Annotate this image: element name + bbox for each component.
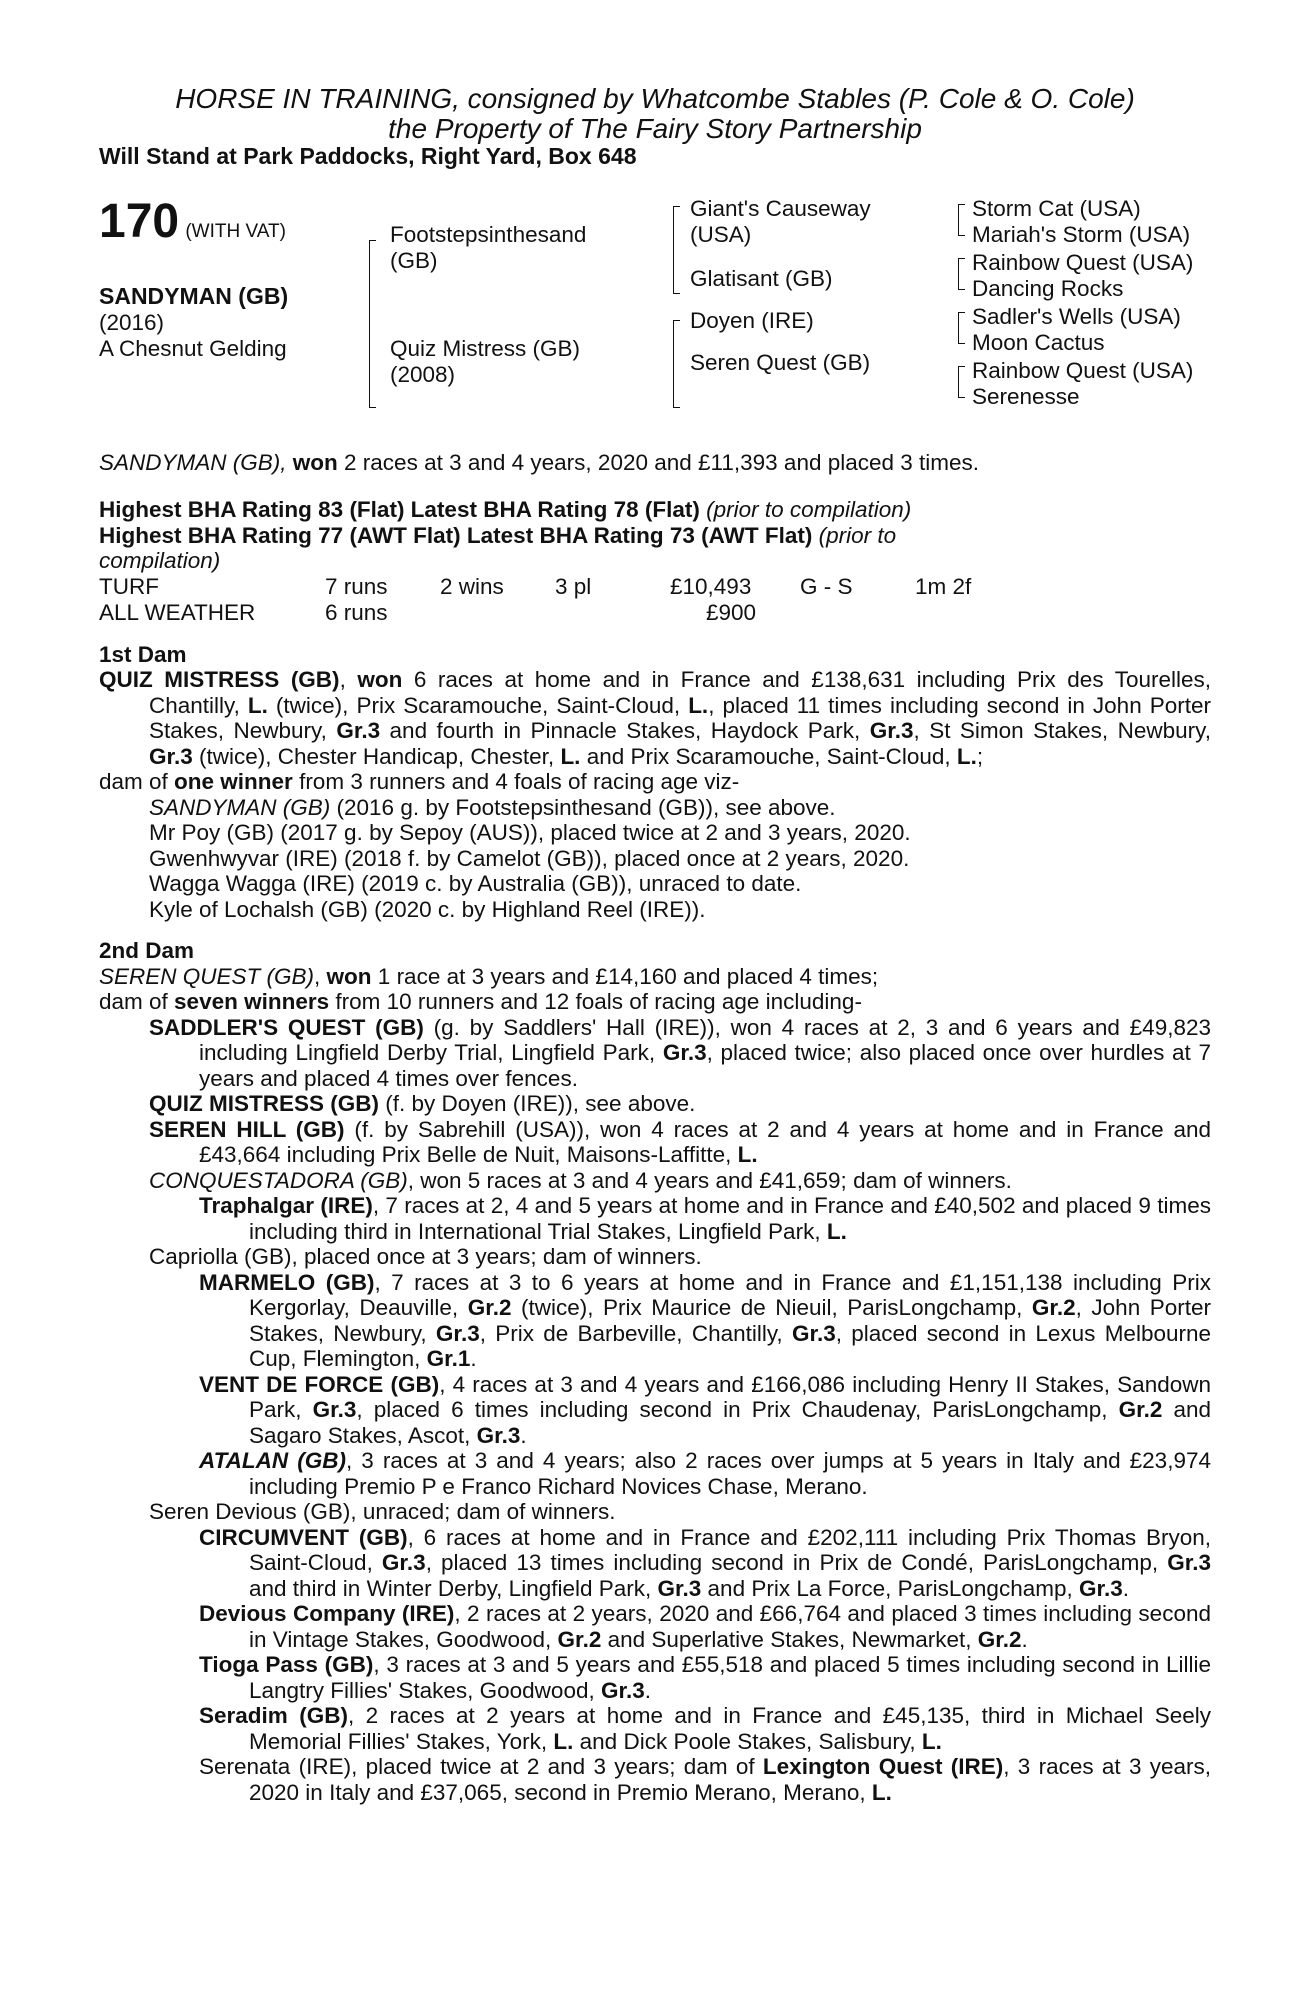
family-entry (99, 1168, 1211, 1194)
progeny-item (99, 897, 1211, 923)
text-run: , 2 races at 2 years, 2020 and £66,764 and placed 3 times including second in Vintage Stakes, Goodwood, (249, 1601, 1211, 1652)
text-run: Kyle of Lochalsh (GB) (2020 c. by Highland Reel (IRE)). (149, 896, 706, 922)
text-run: Tioga Pass (GB) (199, 1652, 374, 1677)
family-entry (99, 1703, 1211, 1754)
rating-flat (99, 497, 1211, 523)
sire-sire-name: Giant's Causeway (690, 195, 871, 221)
family-entry (99, 1193, 1211, 1244)
text-run: and Dick Poole Stakes, Salisbury, (573, 1728, 922, 1754)
progeny-item (99, 871, 1211, 897)
race-summary (99, 450, 1211, 476)
family-entry (99, 1652, 1211, 1703)
text-run: 1 race at 3 years and £14,160 and placed 4 times; (371, 963, 879, 989)
text-run: Gr.2 (1118, 1397, 1163, 1422)
text-run: dam of (99, 769, 175, 794)
text-run: L. (871, 1779, 892, 1805)
family-entry (99, 1015, 1211, 1092)
dam-sire-sire: Sadler's Wells (USA) (972, 303, 1181, 329)
text-run: ATALAN (GB) (199, 1448, 346, 1473)
text-run: Gwenhwyvar (IRE) (2018 f. by Camelot (GB)), placed once at 2 years, 2020. (149, 845, 910, 871)
first-dam-produce-intro (99, 769, 1211, 795)
dam-name: Quiz Mistress (GB) (390, 335, 581, 361)
text-run: from 10 runners and 12 foals of racing age including- (329, 989, 862, 1014)
stat-turf-wins: 2 wins (440, 573, 504, 599)
text-run: Gr.3 (381, 1550, 426, 1575)
text-run: and Prix La Force, ParisLongchamp, (701, 1575, 1079, 1601)
text-run: ; (976, 743, 984, 769)
dam-sire-name: Doyen (IRE) (690, 307, 814, 333)
text-run: (twice), Prix Scaramouche, Saint-Cloud, (267, 692, 689, 718)
race-stats (99, 574, 1211, 626)
family-entry (99, 1117, 1211, 1168)
text-run: Wagga Wagga (IRE) (2019 c. by Australia (GB)), unraced to date. (149, 871, 802, 896)
text-run: Devious Company (IRE) (199, 1601, 455, 1626)
text-run: , Prix de Barbeville, Chantilly, (479, 1320, 792, 1346)
first-dam-progeny-list (99, 795, 1211, 923)
stat-aw-runs: 6 runs (325, 599, 388, 625)
text-run: and Sagaro Stakes, Ascot, (249, 1397, 1211, 1448)
text-run: L. (247, 692, 268, 718)
text-run: (f. by Doyen (IRE)), see above. (379, 1091, 696, 1116)
text-run: and Superlative Stakes, Newmarket, (601, 1626, 978, 1652)
summary-horse-name: SANDYMAN (GB), (99, 449, 287, 475)
sire-dam-dam: Dancing Rocks (972, 275, 1124, 301)
sire-dam-name: Glatisant (GB) (690, 265, 833, 291)
rating-flat-note: (prior to compilation) (706, 497, 912, 522)
text-run: Gr.3 (1079, 1575, 1123, 1601)
owner-line: the Property of The Fairy Story Partnership (388, 113, 922, 144)
text-run: MARMELO (GB) (199, 1269, 375, 1295)
rating-awt-note-cont: compilation) (99, 548, 221, 573)
stable-box-line: Will Stand at Park Paddocks, Right Yard, Box 648 (99, 143, 637, 169)
rating-awt (99, 523, 1211, 549)
text-run: Gr.3 (869, 718, 914, 743)
text-run: Gr.3 (657, 1575, 702, 1601)
text-run: (f. by Sabrehill (USA)), won 4 races at 2 and 4 years at home and in France and £43,664 including Prix Belle de Nuit, Maisons-Laffitte, (199, 1116, 1211, 1167)
stat-turf-placed: 3 pl (555, 573, 592, 599)
progeny-item (99, 795, 1211, 821)
text-run: (g. by Saddlers' Hall (IRE)), won 4 races at 2, 3 and 6 years and £49,823 including Lingfield Derby Trial, Lingfield Park, (199, 1014, 1212, 1065)
text-run: Gr.3 (1167, 1550, 1211, 1575)
brace-g3 (958, 312, 965, 344)
text-run: Gr.2 (557, 1626, 602, 1652)
text-run: Gr.1 (426, 1346, 471, 1371)
text-run: L. (560, 743, 581, 769)
vat-note: (WITH VAT) (185, 220, 286, 242)
text-run: L. (826, 1218, 847, 1244)
text-run: . (644, 1677, 652, 1703)
stat-aw-prize: £900 (706, 599, 757, 625)
progeny-item (99, 820, 1211, 846)
text-run: one winner (174, 769, 293, 794)
text-run: Gr.3 (662, 1040, 707, 1065)
summary-text: 2 races at 3 and 4 years, 2020 and £11,393 and placed 3 times. (337, 449, 980, 475)
text-run: , 7 races at 2, 4 and 5 years at home and in France and £40,502 and placed 9 times including third in International Trial Stakes, Lingfield Park, (249, 1193, 1211, 1244)
pedigree-table (99, 192, 1211, 442)
lot-heading (99, 194, 286, 248)
text-run: , placed 13 times including second in Prix de Condé, ParisLongchamp, (425, 1550, 1168, 1575)
text-run: L. (688, 692, 709, 718)
family-entry (99, 1525, 1211, 1602)
text-run: Seren Devious (GB), unraced; dam of winners. (149, 1499, 616, 1524)
text-run: Seradim (GB) (199, 1703, 348, 1728)
text-run: from 3 runners and 4 foals of racing age viz- (292, 769, 740, 794)
text-run: dam of (99, 989, 175, 1014)
text-run: , 6 races at home and in France and £202,111 including Prix Thomas Bryon, Saint-Cloud, (249, 1524, 1211, 1575)
text-run: L. (921, 1728, 942, 1754)
progeny-item (99, 846, 1211, 872)
text-run: , 3 races at 3 and 4 years; also 2 races over jumps at 5 years in Italy and £23,974 including Premio P e Franco Richard Novices Chase, Merano. (249, 1448, 1211, 1499)
text-run: , placed 11 times including second in John Porter Stakes, Newbury, (149, 692, 1212, 743)
text-run: Gr.3 (476, 1422, 521, 1448)
text-run: L. (553, 1728, 574, 1754)
family-entry (99, 1754, 1211, 1805)
family-entry (99, 1244, 1211, 1270)
stat-turf-going: G - S (800, 573, 853, 599)
text-run: 6 races at home and in France and £138,631 including Prix des Tourelles, Chantilly, (149, 667, 1211, 718)
text-run: L. (737, 1142, 758, 1167)
family-entry (99, 1270, 1211, 1372)
text-run: seven winners (174, 989, 330, 1014)
text-run: Gr.3 (791, 1320, 836, 1346)
text-run: (twice), Chester Handicap, Chester, (192, 743, 561, 769)
text-run: Gr.3 (312, 1397, 357, 1422)
text-run: , 3 races at 3 years, 2020 in Italy and £37,065, second in Premio Merano, Merano, (249, 1754, 1212, 1805)
brace-g1 (958, 204, 965, 236)
sire-sire-country: (USA) (690, 221, 752, 247)
text-run: and third in Winter Derby, Lingfield Park, (249, 1575, 658, 1601)
brace-main (369, 240, 376, 408)
horse-name: SANDYMAN (GB) (99, 282, 289, 309)
second-dam-title: 2nd Dam (99, 938, 195, 963)
text-run: CONQUESTADORA (GB) (149, 1167, 408, 1193)
text-run: Gr.3 (336, 718, 381, 743)
family-entry (99, 1448, 1211, 1499)
text-run: QUIZ MISTRESS (GB) (149, 1091, 379, 1116)
dam-dam-dam: Serenesse (972, 383, 1080, 409)
first-dam-title: 1st Dam (99, 641, 187, 667)
second-dam-record (99, 964, 1211, 1806)
family-entry (99, 989, 1211, 1015)
text-run: , John Porter Stakes, Newbury, (249, 1295, 1211, 1346)
text-run: (twice), Prix Maurice de Nieuil, ParisLongchamp, (511, 1295, 1032, 1320)
text-run: , St Simon Stakes, Newbury, (913, 718, 1211, 743)
text-run: , won 5 races at 3 and 4 years and £41,659; dam of winners. (407, 1167, 1012, 1193)
dam-sire-dam: Moon Cactus (972, 329, 1105, 355)
consignor-line: HORSE IN TRAINING, consigned by Whatcombe Stables (P. Cole & O. Cole) (175, 83, 1135, 114)
first-dam-record (99, 667, 1211, 769)
text-run: , placed 6 times including second in Prix Chaudenay, ParisLongchamp, (356, 1397, 1119, 1422)
lot-number: 170 (99, 194, 180, 248)
rating-awt-note: (prior to (818, 522, 897, 548)
ratings-block (99, 497, 1211, 574)
text-run: Gr.3 (600, 1677, 645, 1703)
brace-g2 (958, 258, 965, 290)
family-entry (99, 1499, 1211, 1525)
rating-awt-values: Highest BHA Rating 77 (AWT Flat) Latest BHA Rating 73 (AWT Flat) (99, 522, 813, 548)
dam-year: (2008) (390, 361, 456, 387)
catalogue-page (99, 84, 1211, 1805)
text-run: SEREN QUEST (GB) (99, 963, 315, 989)
brace-dam (673, 320, 680, 408)
text-run: Gr.2 (467, 1295, 512, 1320)
text-run: SADDLER'S QUEST (GB) (149, 1014, 424, 1040)
text-run: . (520, 1422, 527, 1448)
text-run: , 7 races at 3 to 6 years at home and in France and £1,151,138 including Prix Kergorlay, Deauville, (249, 1269, 1211, 1320)
text-run: Gr.2 (977, 1626, 1022, 1652)
text-run: , 3 races at 3 and 5 years and £55,518 and placed 5 times including second in Lillie Langtry Fillies' Stakes, Goodwood, (249, 1652, 1211, 1703)
sire-sire-sire: Storm Cat (USA) (972, 195, 1141, 221)
text-run: . (470, 1346, 477, 1371)
horse-description: A Chesnut Gelding (99, 335, 287, 361)
stat-turf-runs: 7 runs (325, 573, 388, 599)
text-run: and fourth in Pinnacle Stakes, Haydock Park, (380, 718, 870, 743)
text-run: won (326, 963, 372, 989)
text-run: Gr.2 (1031, 1295, 1076, 1320)
text-run: and Prix Scaramouche, Saint-Cloud, (580, 743, 957, 769)
rating-flat-values: Highest BHA Rating 83 (Flat) Latest BHA Rating 78 (Flat) (99, 497, 700, 522)
text-run: . (1122, 1575, 1130, 1601)
text-run: , placed twice; also placed once over hurdles at 7 years and placed 4 times over fences. (199, 1040, 1211, 1091)
sire-dam-sire: Rainbow Quest (USA) (972, 249, 1194, 275)
family-entry (99, 964, 1211, 990)
text-run: won (357, 667, 403, 692)
text-run: SEREN HILL (GB) (149, 1116, 345, 1142)
text-run: Capriolla (GB), placed once at 3 years; dam of winners. (149, 1244, 702, 1269)
summary-won: won (292, 449, 338, 475)
text-run: SANDYMAN (GB) (149, 794, 331, 820)
text-run: Gr.3 (435, 1320, 480, 1346)
text-run: , (314, 963, 327, 989)
brace-sire (673, 206, 680, 294)
sire-name: Footstepsinthesand (390, 221, 587, 247)
family-entry (99, 1601, 1211, 1652)
family-entry (99, 1372, 1211, 1449)
stat-turf-distance: 1m 2f (915, 573, 972, 599)
horse-year: (2016) (99, 309, 165, 335)
text-run: L. (956, 743, 977, 769)
text-run: . (1021, 1626, 1028, 1652)
stat-turf-prize: £10,493 (670, 573, 752, 599)
text-run: Traphalgar (IRE) (199, 1193, 373, 1218)
dam-dam-sire: Rainbow Quest (USA) (972, 357, 1194, 383)
stat-turf-label: TURF (99, 573, 159, 599)
text-run: Lexington Quest (IRE) (762, 1754, 1004, 1779)
text-run: , (339, 667, 358, 692)
text-run: VENT DE FORCE (GB) (199, 1371, 440, 1397)
text-run: , 4 races at 3 and 4 years and £166,086 including Henry II Stakes, Sandown Park, (249, 1371, 1211, 1422)
text-run: CIRCUMVENT (GB) (199, 1524, 408, 1550)
sire-country: (GB) (390, 247, 438, 273)
text-run: QUIZ MISTRESS (GB) (99, 667, 340, 692)
text-run: (2016 g. by Footstepsinthesand (GB)), see above. (330, 794, 836, 820)
text-run: Mr Poy (GB) (2017 g. by Sepoy (AUS)), placed twice at 2 and 3 years, 2020. (149, 820, 911, 845)
dam-dam-name: Seren Quest (GB) (690, 349, 871, 375)
text-run: Serenata (IRE), placed twice at 2 and 3 years; dam of (199, 1754, 763, 1779)
stat-aw-label: ALL WEATHER (99, 599, 256, 625)
brace-g4 (958, 366, 965, 398)
sire-sire-dam: Mariah's Storm (USA) (972, 221, 1191, 247)
text-run: Gr.3 (149, 743, 193, 769)
text-run: , placed second in Lexus Melbourne Cup, Flemington, (249, 1320, 1212, 1371)
text-run: , 2 races at 2 years at home and in France and £45,135, third in Michael Seely Memorial Fillies' Stakes, York, (249, 1703, 1212, 1754)
family-entry (99, 1091, 1211, 1117)
